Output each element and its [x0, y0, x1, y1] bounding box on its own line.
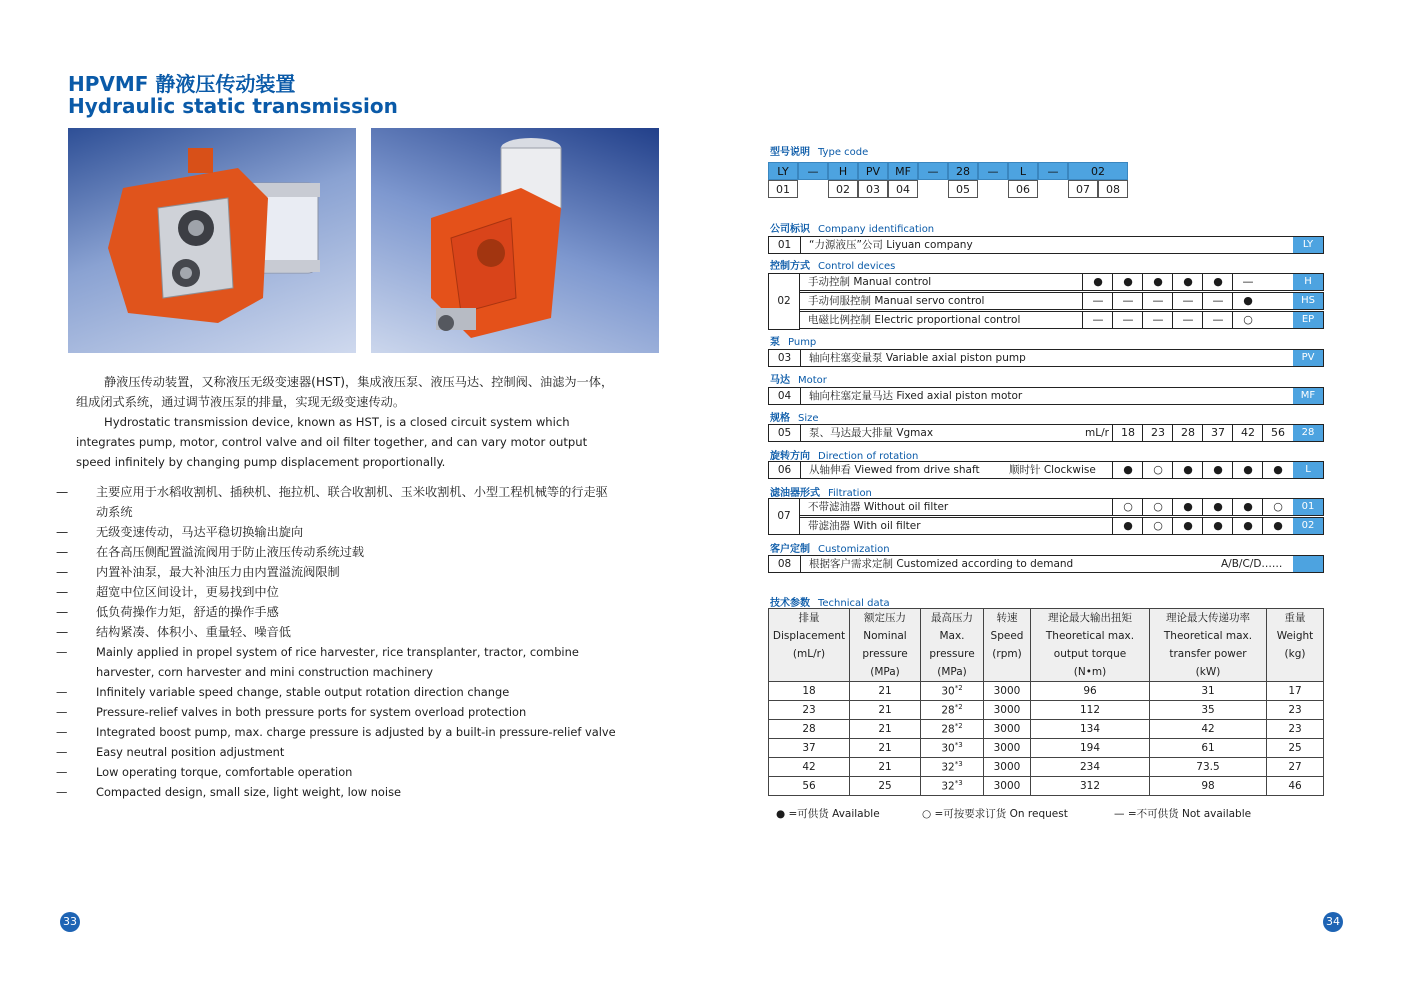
- row-size: [768, 424, 1324, 442]
- typecode-cell: —: [918, 162, 948, 180]
- mark: —: [1232, 274, 1263, 290]
- mark: ●: [1172, 518, 1203, 534]
- mark: ●: [1082, 274, 1113, 290]
- row-desc: 电磁比例控制 Electric proportional control: [808, 314, 1021, 326]
- col-displacement: 排量 Displacement (mL/r): [769, 609, 850, 682]
- table-row: 37 21 30$^{*3}$ 3000 194 61 25: [769, 739, 1324, 758]
- typecode-cell: PV: [858, 162, 888, 180]
- pump-illustration-2: [371, 128, 659, 353]
- mark: ●: [1172, 462, 1203, 478]
- mark: ●: [1112, 274, 1143, 290]
- mark: ○: [1142, 518, 1173, 534]
- col-torque: 理论最大输出扭矩 Theoretical max. output torque (N•m): [1031, 609, 1150, 682]
- table-row: 56 25 32$^{*3}$ 3000 312 98 46: [769, 777, 1324, 796]
- mark: ●: [1202, 499, 1233, 515]
- typecode-cell: —: [1038, 162, 1068, 180]
- page-number-left: 33: [60, 912, 80, 932]
- row-desc: 泵、马达最大排量 Vgmax: [809, 427, 934, 439]
- col-speed: 转速 Speed (rpm): [984, 609, 1031, 682]
- section-filtration: 滤油器形式 Filtration: [770, 488, 872, 499]
- mark: ●: [1232, 462, 1263, 478]
- tech-data-table: [768, 608, 1324, 796]
- mark: ●: [1112, 462, 1143, 478]
- row-desc: “力源液压”公司 Liyuan company: [809, 239, 973, 251]
- mark: —: [1112, 312, 1143, 328]
- row-code: 01: [769, 237, 801, 253]
- intro-text: [76, 372, 616, 472]
- mark: —: [1172, 293, 1203, 309]
- mark: —: [1202, 312, 1233, 328]
- mark: ●: [1202, 518, 1233, 534]
- feature-en-1: — Infinitely variable speed change, stable output rotation direction change: [56, 685, 510, 699]
- mark: ●: [1172, 274, 1203, 290]
- section-size: 规格 Size: [770, 413, 819, 424]
- feature-en-0: — Mainly applied in propel system of rice harvester, rice transplanter, tractor, combine harvester, corn harvester and mini construction machinery: [56, 645, 579, 679]
- feature-cn-0: — 主要应用于水稻收割机、插秧机、拖拉机、联合收割机、玉米收割机、小型工程机械等的行走驱动系统: [56, 485, 608, 519]
- size-value: 42: [1232, 425, 1263, 441]
- row-badge: [1293, 556, 1323, 572]
- typecode-cell: MF: [888, 162, 918, 180]
- section-rotation: 旋转方向 Direction of rotation: [770, 451, 919, 462]
- section-pump: 泵 Pump: [770, 337, 817, 348]
- size-value: 28: [1172, 425, 1203, 441]
- typecode-num: 03: [858, 180, 888, 198]
- typecode-num: 04: [888, 180, 918, 198]
- feature-en-5: — Low operating torque, comfortable operation: [56, 765, 353, 779]
- row-badge: EP: [1293, 312, 1323, 328]
- feature-list-cn: [56, 482, 616, 642]
- row-pump: [768, 349, 1324, 367]
- filtration-code: 07: [768, 498, 800, 535]
- legend-available: ● =可供货 Available: [776, 808, 880, 820]
- mark: ●: [1262, 462, 1293, 478]
- mark: ○: [1142, 499, 1173, 515]
- mark: ○: [1112, 499, 1143, 515]
- row-desc: 根据客户需求定制 Customized according to demand: [809, 558, 1074, 570]
- mark: ●: [1172, 499, 1203, 515]
- typecode-num: 01: [768, 180, 798, 198]
- size-value: 23: [1142, 425, 1173, 441]
- title-cn: HPVMF 静液压传动装置: [68, 72, 296, 96]
- section-motor: 马达 Motor: [770, 375, 827, 386]
- legend-not-available: — =不可供货 Not available: [1114, 808, 1252, 820]
- typecode-cell: —: [978, 162, 1008, 180]
- feature-cn-1: — 无级变速传动，马达平稳切换输出旋向: [56, 525, 304, 539]
- control-code: 02: [768, 273, 800, 330]
- mark: ●: [1232, 499, 1263, 515]
- product-photo-side: [371, 128, 659, 353]
- feature-cn-5: — 低负荷操作力矩，舒适的操作手感: [56, 605, 279, 619]
- feature-en-4: — Easy neutral position adjustment: [56, 745, 285, 759]
- mark: ●: [1232, 518, 1263, 534]
- mark: —: [1082, 293, 1113, 309]
- typecode-bottom-row: [768, 180, 1128, 198]
- row-badge: HS: [1293, 293, 1323, 309]
- intro-en: Hydrostatic transmission device, known as HST, is a closed circuit system which integrates pump, motor, control valve and oil filter together, and can vary motor output speed infinitely by changing pump displacement proportionally.: [76, 415, 588, 469]
- mark: ●: [1202, 274, 1233, 290]
- typecode-cell: 02: [1068, 162, 1128, 180]
- typecode-num: 05: [948, 180, 978, 198]
- row-badge: 02: [1293, 518, 1323, 534]
- row-badge: 28: [1293, 425, 1323, 441]
- row-desc: 手动控制 Manual control: [808, 276, 932, 288]
- table-row: 42 21 32$^{*3}$ 3000 234 73.5 27: [769, 758, 1324, 777]
- mark: —: [1142, 293, 1173, 309]
- product-photo-front: [68, 128, 356, 353]
- feature-cn-3: — 内置补油泵，最大补油压力由内置溢流阀限制: [56, 565, 340, 579]
- row-control-2: [799, 311, 1324, 329]
- section-control: 控制方式 Control devices: [770, 261, 896, 272]
- row-code: 06: [769, 462, 801, 478]
- mark: —: [1082, 312, 1113, 328]
- typecode-cell: —: [798, 162, 828, 180]
- col-power: 理论最大传递功率 Theoretical max. transfer power (kW): [1150, 609, 1267, 682]
- typecode-num: 02: [828, 180, 858, 198]
- size-unit: mL/r: [1085, 427, 1109, 439]
- row-desc-2: 顺时针 Clockwise: [1009, 464, 1096, 476]
- row-badge: 01: [1293, 499, 1323, 515]
- mark: ●: [1142, 274, 1173, 290]
- intro-cn: 静液压传动装置，又称液压无级变速器(HST)，集成液压泵、液压马达、控制阀、油滤为一体，组成闭式系统，通过调节液压泵的排量，实现无级变速传动。: [76, 375, 614, 409]
- row-badge: LY: [1293, 237, 1323, 253]
- row-desc: 不带滤油器 Without oil filter: [808, 501, 949, 513]
- row-control-0: [799, 273, 1324, 291]
- typecode-top-row: [768, 162, 1128, 180]
- typecode-num: 06: [1008, 180, 1038, 198]
- feature-cn-6: — 结构紧凑、体积小、重量轻、噪音低: [56, 625, 291, 639]
- section-custom: 客户定制 Customization: [770, 544, 890, 555]
- row-custom: [768, 555, 1324, 573]
- row-desc: 轴向柱塞定量马达 Fixed axial piston motor: [809, 390, 1023, 402]
- legend-on-request: ○ =可按要求订货 On request: [922, 808, 1068, 820]
- row-rotation: [768, 461, 1324, 479]
- col-weight: 重量 Weight (kg): [1267, 609, 1324, 682]
- feature-cn-2: — 在各高压侧配置溢流阀用于防止液压传动系统过载: [56, 545, 365, 559]
- feature-list-en: [56, 642, 616, 802]
- row-code: 04: [769, 388, 801, 404]
- typecode-num: 07: [1068, 180, 1098, 198]
- feature-en-3: — Integrated boost pump, max. charge pressure is adjusted by a built-in pressure-relief valve: [56, 725, 616, 739]
- row-control-1: [799, 292, 1324, 310]
- typecode-num: 08: [1098, 180, 1128, 198]
- row-badge: H: [1293, 274, 1323, 290]
- typecode-cell: L: [1008, 162, 1038, 180]
- row-badge: L: [1293, 462, 1323, 478]
- feature-en-6: — Compacted design, small size, light weight, low noise: [56, 785, 402, 799]
- typecode-heading: 型号说明 Type code: [770, 147, 869, 158]
- mark: —: [1112, 293, 1143, 309]
- feature-en-2: — Pressure-relief valves in both pressure ports for system overload protection: [56, 705, 527, 719]
- row-badge: MF: [1293, 388, 1323, 404]
- table-row: 28 21 28$^{*2}$ 3000 134 42 23: [769, 720, 1324, 739]
- row-company: [768, 236, 1324, 254]
- mark: ○: [1232, 312, 1263, 328]
- pump-illustration-1: [68, 128, 356, 353]
- row-code: 03: [769, 350, 801, 366]
- size-value: 18: [1112, 425, 1143, 441]
- col-max-pressure: 最高压力 Max. pressure (MPa): [921, 609, 984, 682]
- row-desc: 从轴伸看 Viewed from drive shaft: [809, 464, 980, 476]
- typecode-cell: H: [828, 162, 858, 180]
- col-nominal: 额定压力 Nominal pressure (MPa): [850, 609, 921, 682]
- page-number-right: 34: [1323, 912, 1343, 932]
- typecode-cell: LY: [768, 162, 798, 180]
- mark: ●: [1262, 518, 1293, 534]
- row-motor: [768, 387, 1324, 405]
- row-desc: 轴向柱塞变量泵 Variable axial piston pump: [809, 352, 1026, 364]
- table-row: 18 21 30$^{*2}$ 3000 96 31 17: [769, 682, 1324, 701]
- title-en: Hydraulic static transmission: [68, 94, 398, 118]
- row-code: 08: [769, 556, 801, 572]
- size-value: 56: [1262, 425, 1293, 441]
- mark: —: [1172, 312, 1203, 328]
- section-company: 公司标识 Company identification: [770, 224, 935, 235]
- size-value: 37: [1202, 425, 1233, 441]
- feature-cn-4: — 超宽中位区间设计，更易找到中位: [56, 585, 279, 599]
- row-desc: 手动伺服控制 Manual servo control: [808, 295, 985, 307]
- typecode-cell: 28: [948, 162, 978, 180]
- section-techdata: 技术参数 Technical data: [770, 598, 890, 609]
- custom-value: A/B/C/D……: [1221, 558, 1283, 570]
- row-code: 05: [769, 425, 801, 441]
- mark: ●: [1202, 462, 1233, 478]
- table-row: 23 21 28$^{*2}$ 3000 112 35 23: [769, 701, 1324, 720]
- mark: ●: [1112, 518, 1143, 534]
- mark: —: [1142, 312, 1173, 328]
- mark: ○: [1142, 462, 1173, 478]
- mark: —: [1202, 293, 1233, 309]
- row-desc: 带滤油器 With oil filter: [808, 520, 921, 532]
- row-filtration-0: [799, 498, 1324, 516]
- row-filtration-1: [799, 517, 1324, 535]
- mark: ○: [1262, 499, 1293, 515]
- mark: ●: [1232, 293, 1263, 309]
- row-badge: PV: [1293, 350, 1323, 366]
- table-header-row: [769, 609, 1324, 682]
